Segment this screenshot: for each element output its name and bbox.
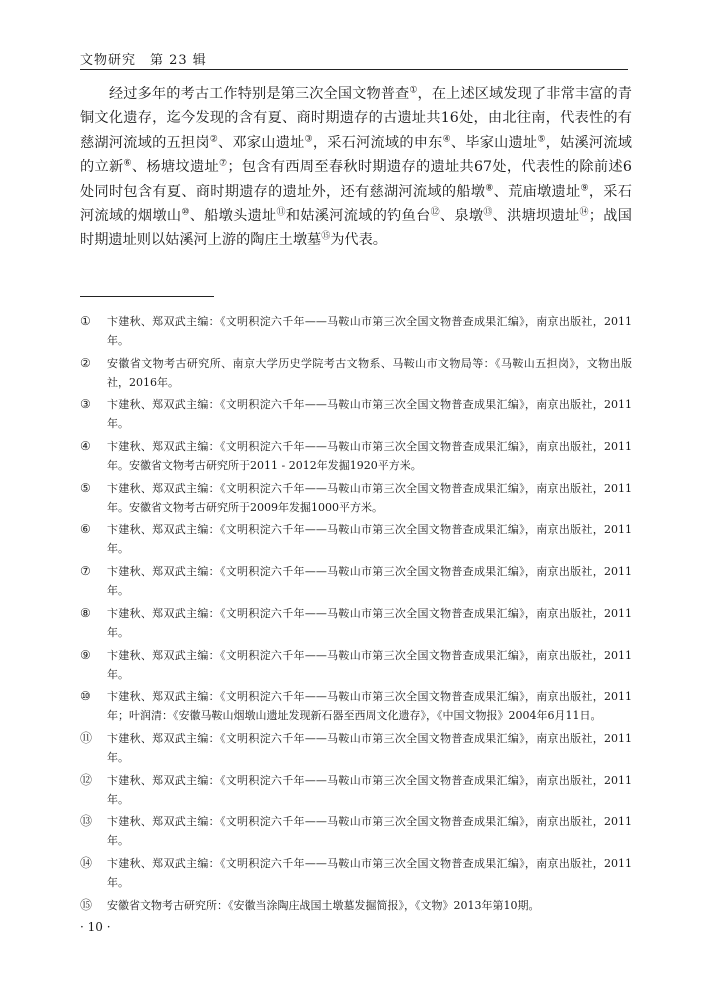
footnote-text: 卞建秋、郑双武主编：《文明积淀六千年——马鞍山市第三次全国文物普查成果汇编》，南京出版社，2011年。 xyxy=(107,773,632,806)
footnote-number: ⑧ xyxy=(80,605,91,620)
footnote-item xyxy=(80,312,632,350)
footnote-item xyxy=(80,646,632,684)
footnote-ref: ⑫ xyxy=(430,207,440,218)
footnote-text: 安徽省文物考古研究所：《安徽当涂陶庄战国土墩墓发掘简报》，《文物》2013年第10期。 xyxy=(107,898,540,912)
footnote-number: ⑤ xyxy=(80,480,91,495)
footnote-ref: ⑪ xyxy=(276,207,286,218)
body-text-run: 、泉墩 xyxy=(439,208,484,225)
footnote-text: 卞建秋、郑双武主编：《文明积淀六千年——马鞍山市第三次全国文物普查成果汇编》，南京出版社，2011年。 xyxy=(107,856,632,889)
footnote-ref: ② xyxy=(209,134,219,145)
footnote-text: 卞建秋、郑双武主编：《文明积淀六千年——马鞍山市第三次全国文物普查成果汇编》，南京出版社，2011年。 xyxy=(107,523,632,556)
body-text-run: 、邓家山遗址 xyxy=(218,134,305,151)
footnote-item xyxy=(80,479,632,517)
footnote-number: ⑮ xyxy=(80,897,93,912)
body-text-run: 、船墩头遗址 xyxy=(189,208,277,225)
body-paragraph xyxy=(80,82,632,253)
body-text-run: 、杨塘坟遗址 xyxy=(131,159,219,176)
footnote-number: ⑪ xyxy=(80,730,93,745)
footnote-ref: ⑮ xyxy=(321,231,331,242)
footnote-text: 卞建秋、郑双武主编：《文明积淀六千年——马鞍山市第三次全国文物普查成果汇编》，南京出版社，2011年。 xyxy=(107,815,632,848)
body-text-run: ；战国时期遗址则以姑溪河上游的陶庄土墩墓 xyxy=(80,208,632,249)
footnote-number: ⑥ xyxy=(80,522,91,537)
body-text-run: 、荒庙墩遗址 xyxy=(493,183,581,200)
footnote-separator xyxy=(80,296,214,297)
footnote-number: ⑩ xyxy=(80,689,91,704)
body-text-run: 经过多年的考古工作特别是第三次全国文物普查 xyxy=(109,86,410,102)
footnote-list xyxy=(80,312,632,918)
footnote-item xyxy=(80,562,632,600)
footnote-ref: ⑨ xyxy=(580,182,589,193)
footnote-ref: ⑤ xyxy=(537,134,546,145)
body-text-run: 、毕家山遗址 xyxy=(450,134,538,151)
body-text-run: ，采石河流域的烟墩山 xyxy=(80,183,632,225)
footnote-ref: ⑦ xyxy=(218,158,228,169)
footnote-text: 卞建秋、郑双武主编：《文明积淀六千年——马鞍山市第三次全国文物普查成果汇编》，南京出版社，2011年；叶润清：《安徽马鞍山烟墩山遗址发现新石器至西周文化遗存》，《中国文物报》2004年6月11日。 xyxy=(107,690,632,723)
footnote-text: 卞建秋、郑双武主编：《文明积淀六千年——马鞍山市第三次全国文物普查成果汇编》，南京出版社，2011年。安徽省文物考古研究所于2009年发掘1000平方米。 xyxy=(107,481,632,514)
footnote-item xyxy=(80,771,632,809)
footnote-item xyxy=(80,729,632,767)
body-text-run: ，姑溪河流域的立新 xyxy=(80,134,632,176)
footnote-item xyxy=(80,395,632,433)
footnote-item xyxy=(80,687,632,725)
body-text-run: 、洪塘坝遗址 xyxy=(492,208,580,225)
footnote-text: 卞建秋、郑双武主编：《文明积淀六千年——马鞍山市第三次全国文物普查成果汇编》，南京出版社，2011年。 xyxy=(107,731,632,764)
footnote-text: 卞建秋、郑双武主编：《文明积淀六千年——马鞍山市第三次全国文物普查成果汇编》，南京出版社，2011年。 xyxy=(107,398,632,431)
footnote-item xyxy=(80,520,632,558)
body-text-run: 为代表。 xyxy=(330,232,387,249)
footnote-ref: ⑧ xyxy=(485,182,494,193)
running-head: 文物研究 第 23 辑 xyxy=(80,53,207,68)
footnote-text: 卞建秋、郑双武主编：《文明积淀六千年——马鞍山市第三次全国文物普查成果汇编》，南京出版社，2011年。 xyxy=(107,315,632,347)
footnote-number: ① xyxy=(80,314,91,328)
footnote-item xyxy=(80,812,632,850)
footnote-item xyxy=(80,354,632,392)
footnote-text: 卞建秋、郑双武主编：《文明积淀六千年——马鞍山市第三次全国文物普查成果汇编》，南京出版社，2011年。安徽省文物考古研究所于2011 - 2012年发掘1920平方米。 xyxy=(107,440,632,473)
footnote-ref: ① xyxy=(409,85,418,96)
footnote-item xyxy=(80,896,632,915)
footnote-number: ⑬ xyxy=(80,814,93,829)
body-text-run: ，在上述区域发现了非常丰富的青铜文化遗存，迄今发现的含有夏、商时期遗存的古遗址共16处，由北往南，代表性的有慈湖河流域的五担岗 xyxy=(80,86,632,151)
header-rule xyxy=(80,69,628,70)
body-text-run: ，采石河流域的申东 xyxy=(312,134,443,151)
footnote-number: ② xyxy=(80,355,91,370)
footnote-ref: ④ xyxy=(442,134,451,145)
footnote-text: 卞建秋、郑双武主编：《文明积淀六千年——马鞍山市第三次全国文物普查成果汇编》，南京出版社，2011年。 xyxy=(107,648,632,681)
footnote-text: 安徽省文物考古研究所、南京大学历史学院考古文物系、马鞍山市文物局等：《马鞍山五担岗》，文物出版社，2016年。 xyxy=(107,356,632,389)
body-text-run: ；包含有西周至春秋时期遗存的遗址共67处，代表性的除前述6处同时包含有夏、商时期遗存的遗址外，还有慈湖河流域的船墩 xyxy=(80,159,632,200)
footnote-ref: ③ xyxy=(304,134,313,145)
footnote-number: ⑦ xyxy=(80,564,91,579)
body-text-run: 和姑溪河流域的钓鱼台 xyxy=(285,208,431,225)
footnote-item xyxy=(80,604,632,642)
footnote-text: 卞建秋、郑双武主编：《文明积淀六千年——马鞍山市第三次全国文物普查成果汇编》，南京出版社，2011年。 xyxy=(107,565,632,598)
footnote-ref: ⑥ xyxy=(123,158,132,169)
footnote-item xyxy=(80,854,632,892)
footnote-number: ⑨ xyxy=(80,647,91,662)
footnote-number: ④ xyxy=(80,439,91,454)
footnote-item xyxy=(80,437,632,475)
page-number: · 10 · xyxy=(80,920,111,934)
footnote-number: ⑭ xyxy=(80,855,93,870)
footnote-number: ⑫ xyxy=(80,772,93,787)
footnote-ref: ⑬ xyxy=(483,207,493,218)
footnote-text: 卞建秋、郑双武主编：《文明积淀六千年——马鞍山市第三次全国文物普查成果汇编》，南京出版社，2011年。 xyxy=(107,606,632,639)
footnote-ref: ⑭ xyxy=(579,207,589,218)
footnote-ref: ⑩ xyxy=(181,207,190,218)
footnote-number: ③ xyxy=(80,397,91,412)
